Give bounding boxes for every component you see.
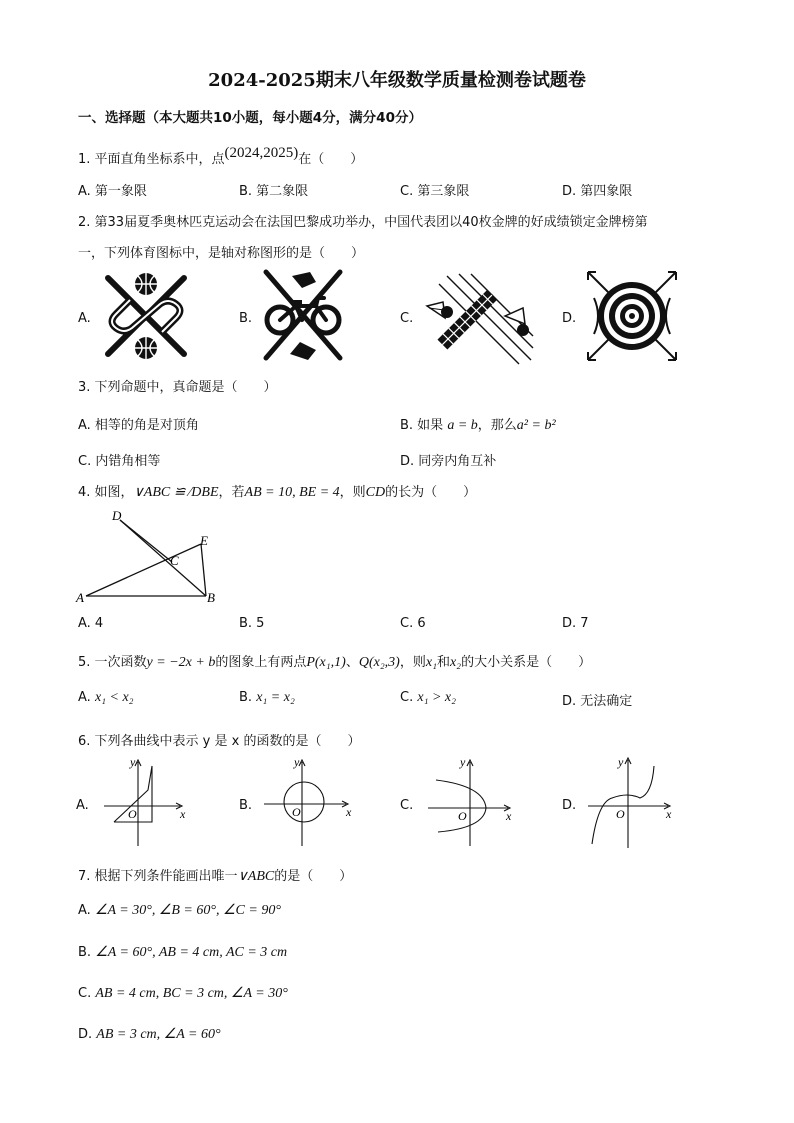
question-4-stem — [78, 481, 476, 501]
q7-option-b-math: ∠A = 60°, AB = 4 cm, AC = 3 cm — [95, 945, 288, 960]
question-6-stem: 6. 下列各曲线中表示 y 是 x 的函数的是（ ） — [78, 734, 361, 749]
q7-option-b-label: B. — [78, 945, 92, 960]
q7-option-d-math: AB = 3 cm, ∠A = 60° — [96, 1027, 221, 1042]
q1-point: (2024,2025) — [224, 145, 299, 161]
q6d-x-label: x — [666, 807, 672, 821]
q3-option-b-math1: a = b — [447, 418, 478, 433]
q4-option-c[interactable]: C. 6 — [400, 616, 426, 631]
q6-option-b[interactable]: B. — [239, 798, 253, 813]
basketball-icon — [100, 270, 192, 362]
q5-option-d-label: D. — [562, 694, 577, 709]
q4-given: AB = 10, BE = 4 — [244, 485, 340, 500]
q6-option-c[interactable]: C. — [400, 798, 414, 813]
section-heading: 一、选择题（本大题共10小题，每小题4分，满分40分） — [78, 110, 422, 126]
q6c-y-label: y — [460, 755, 466, 769]
q1-text-a: 1. 平面直角坐标系中，点 — [78, 152, 225, 167]
q6b-y-label: y — [294, 755, 300, 769]
question-1-stem — [78, 145, 364, 168]
question-5-stem — [78, 651, 591, 671]
q4-text-b: ，若 — [218, 485, 245, 500]
q4-label-b: B — [207, 590, 215, 605]
q6-graph-b — [258, 756, 358, 848]
q5-option-a[interactable] — [78, 690, 134, 706]
archery-icon — [584, 268, 680, 364]
q6a-origin: O — [128, 807, 137, 821]
q5-x1: x₁ — [425, 655, 437, 670]
q3-option-b-mid: ，那么 — [477, 418, 517, 433]
q6-option-a[interactable]: A. — [76, 798, 89, 813]
q4-triangle-figure — [76, 506, 226, 608]
q6c-origin: O — [458, 809, 467, 823]
q3-option-c[interactable]: C. 内错角相等 — [78, 454, 161, 469]
q4-option-b[interactable]: B. 5 — [239, 616, 265, 631]
q7-text-b: 的是（ ） — [274, 869, 353, 884]
q4-label-a: A — [76, 590, 84, 605]
q6d-y-label: y — [618, 755, 624, 769]
q3-option-a[interactable]: A. 相等的角是对顶角 — [78, 418, 199, 433]
q5-option-b-label: B. — [239, 690, 253, 705]
q7-option-a[interactable] — [78, 902, 281, 919]
q5-option-c-label: C. — [400, 690, 414, 705]
q5-text-a: 5. 一次函数 — [78, 655, 147, 670]
q3-option-b-label: B. 如果 — [400, 418, 444, 433]
q6-graph-d — [584, 754, 684, 850]
q7-option-b[interactable] — [78, 944, 287, 961]
q5-and: 和 — [436, 655, 450, 670]
q6c-x-label: x — [506, 809, 512, 823]
q7-option-c-label: C. — [78, 986, 92, 1001]
question-3-stem: 3. 下列命题中，真命题是（ ） — [78, 380, 277, 395]
q4-label-e: E — [200, 533, 208, 548]
q2-option-d[interactable]: D. — [562, 311, 577, 326]
q6b-origin: O — [292, 805, 301, 819]
q5-function: y = −2x + b — [146, 655, 216, 670]
page-title: 2024-2025期末八年级数学质量检测卷试题卷 — [208, 70, 586, 91]
q6-option-d[interactable]: D. — [562, 798, 577, 813]
q4-congruence: ∨ABC ≌ ∕DBE — [133, 485, 219, 500]
q7-option-a-label: A. — [78, 903, 91, 918]
q7-text-a: 7. 根据下列条件能画出唯一 — [78, 869, 238, 884]
q5-option-b[interactable] — [239, 690, 295, 706]
q7-option-d-label: D. — [78, 1027, 93, 1042]
q2-option-b[interactable]: B. — [239, 311, 253, 326]
q6a-x-label: x — [180, 807, 186, 821]
q5-option-a-label: A. — [78, 690, 91, 705]
q5-text-b: 的图象上有两点 — [215, 655, 307, 670]
q7-option-a-math: ∠A = 30°, ∠B = 60°, ∠C = 90° — [94, 903, 281, 918]
q5-option-d[interactable] — [562, 690, 632, 709]
q4-label-c: C — [170, 553, 179, 568]
q3-option-b[interactable] — [400, 414, 556, 434]
q1-option-b[interactable]: B. 第二象限 — [239, 184, 309, 199]
q5-option-c[interactable] — [400, 690, 456, 706]
cycling-icon — [262, 270, 344, 362]
q4-option-d[interactable]: D. 7 — [562, 616, 589, 631]
q5-option-a-math: x₁ < x₂ — [94, 690, 134, 705]
q5-option-b-math: x₁ = x₂ — [256, 690, 295, 705]
q1-option-c[interactable]: C. 第三象限 — [400, 184, 470, 199]
q3-option-b-math2: a² = b² — [516, 418, 556, 433]
q4-text-a: 4. 如图， — [78, 485, 134, 500]
q3-option-d[interactable]: D. 同旁内角互补 — [400, 454, 497, 469]
q5-option-c-math: x₁ > x₂ — [417, 690, 456, 705]
q7-triangle: ∨ABC — [237, 869, 275, 884]
q7-option-d[interactable] — [78, 1026, 221, 1043]
q6-graph-c — [424, 756, 524, 848]
q4-option-a[interactable]: A. 4 — [78, 616, 104, 631]
q6a-y-label: y — [130, 755, 136, 769]
q5-text-c: ，则 — [399, 655, 426, 670]
badminton-icon — [425, 272, 535, 362]
q1-option-d[interactable]: D. 第四象限 — [562, 184, 633, 199]
q1-text-b: 在（ ） — [298, 152, 364, 167]
q5-sep: 、 — [345, 655, 359, 670]
q5-option-d-text: 无法确定 — [580, 694, 633, 709]
q7-option-c[interactable] — [78, 985, 288, 1002]
q7-option-c-math: AB = 4 cm, BC = 3 cm, ∠A = 30° — [95, 986, 288, 1001]
q4-label-d: D — [112, 508, 122, 523]
q5-text-d: 的大小关系是（ ） — [461, 655, 592, 670]
q5-x2: x₂ — [449, 655, 462, 670]
q5-point-p: P(x₁,1) — [306, 655, 346, 670]
q6-graph-a — [96, 756, 196, 848]
question-2-stem-line1: 2. 第33届夏季奥林匹克运动会在法国巴黎成功举办，中国代表团以40枚金牌的好成绩锁定金牌榜第 — [78, 215, 648, 230]
q6b-x-label: x — [346, 805, 352, 819]
q2-option-c[interactable]: C. — [400, 311, 414, 326]
q2-option-a[interactable]: A. — [78, 311, 91, 326]
q4-text-c: ，则 — [339, 485, 366, 500]
q5-point-q: Q(x₂,3) — [358, 655, 400, 670]
question-7-stem — [78, 865, 352, 885]
q4-segment: CD — [365, 485, 386, 500]
question-2-stem-line2: 一，下列体育图标中，是轴对称图形的是（ ） — [78, 246, 365, 261]
q1-option-a[interactable]: A. 第一象限 — [78, 184, 147, 199]
q4-text-d: 的长为（ ） — [385, 485, 477, 500]
q6d-origin: O — [616, 807, 625, 821]
